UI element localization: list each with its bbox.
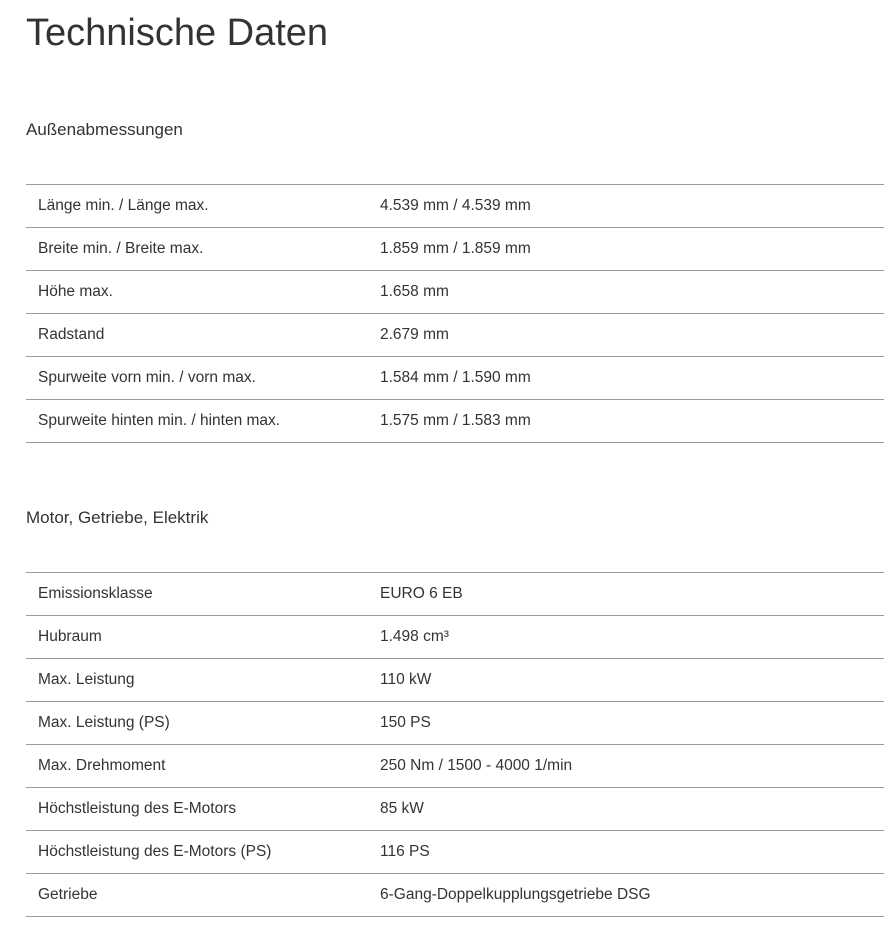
spec-value: 116 PS [380,843,430,860]
spec-label: Breite min. / Breite max. [38,240,204,257]
spec-label: Getriebe [38,886,98,903]
spec-label: Länge min. / Länge max. [38,197,209,214]
spec-value: 6-Gang-Doppelkupplungsgetriebe DSG [380,886,651,903]
spec-row [26,831,884,874]
spec-label: Max. Leistung (PS) [38,714,170,731]
spec-label: Spurweite vorn min. / vorn max. [38,369,256,386]
spec-row [26,745,884,788]
section-title-motor-getriebe-elektrik: Motor, Getriebe, Elektrik [26,508,209,527]
spec-row [26,788,884,831]
spec-row [26,357,884,400]
spec-table-aussenabmessungen [26,184,884,443]
spec-label: Emissionsklasse [38,585,153,602]
spec-value: 110 kW [380,671,432,688]
spec-value: 85 kW [380,800,424,817]
spec-value: 1.575 mm / 1.583 mm [380,412,531,429]
spec-table-motor-getriebe-elektrik [26,572,884,917]
spec-value: EURO 6 EB [380,585,463,602]
spec-label: Radstand [38,326,105,343]
spec-value: 1.584 mm / 1.590 mm [380,369,531,386]
spec-row [26,616,884,659]
spec-row [26,659,884,702]
spec-row [26,400,884,443]
spec-value: 1.859 mm / 1.859 mm [380,240,531,257]
spec-label: Höchstleistung des E-Motors [38,800,237,817]
spec-row [26,228,884,271]
spec-row [26,271,884,314]
spec-value: 150 PS [380,714,431,731]
spec-label: Max. Leistung [38,671,135,688]
spec-row [26,573,884,616]
spec-label: Hubraum [38,628,102,645]
spec-value: 2.679 mm [380,326,449,343]
spec-label: Höchstleistung des E-Motors (PS) [38,843,272,860]
spec-value: 1.498 cm³ [380,628,449,645]
spec-label: Spurweite hinten min. / hinten max. [38,412,281,429]
spec-label: Höhe max. [38,283,113,300]
spec-value: 4.539 mm / 4.539 mm [380,197,531,214]
section-title-aussenabmessungen: Außenabmessungen [26,120,183,139]
spec-label: Max. Drehmoment [38,757,166,774]
spec-value: 250 Nm / 1500 - 4000 1/min [380,757,573,774]
spec-row [26,185,884,228]
spec-row [26,702,884,745]
page-title: Technische Daten [26,12,329,54]
spec-row [26,314,884,357]
spec-row [26,874,884,917]
spec-value: 1.658 mm [380,283,449,300]
